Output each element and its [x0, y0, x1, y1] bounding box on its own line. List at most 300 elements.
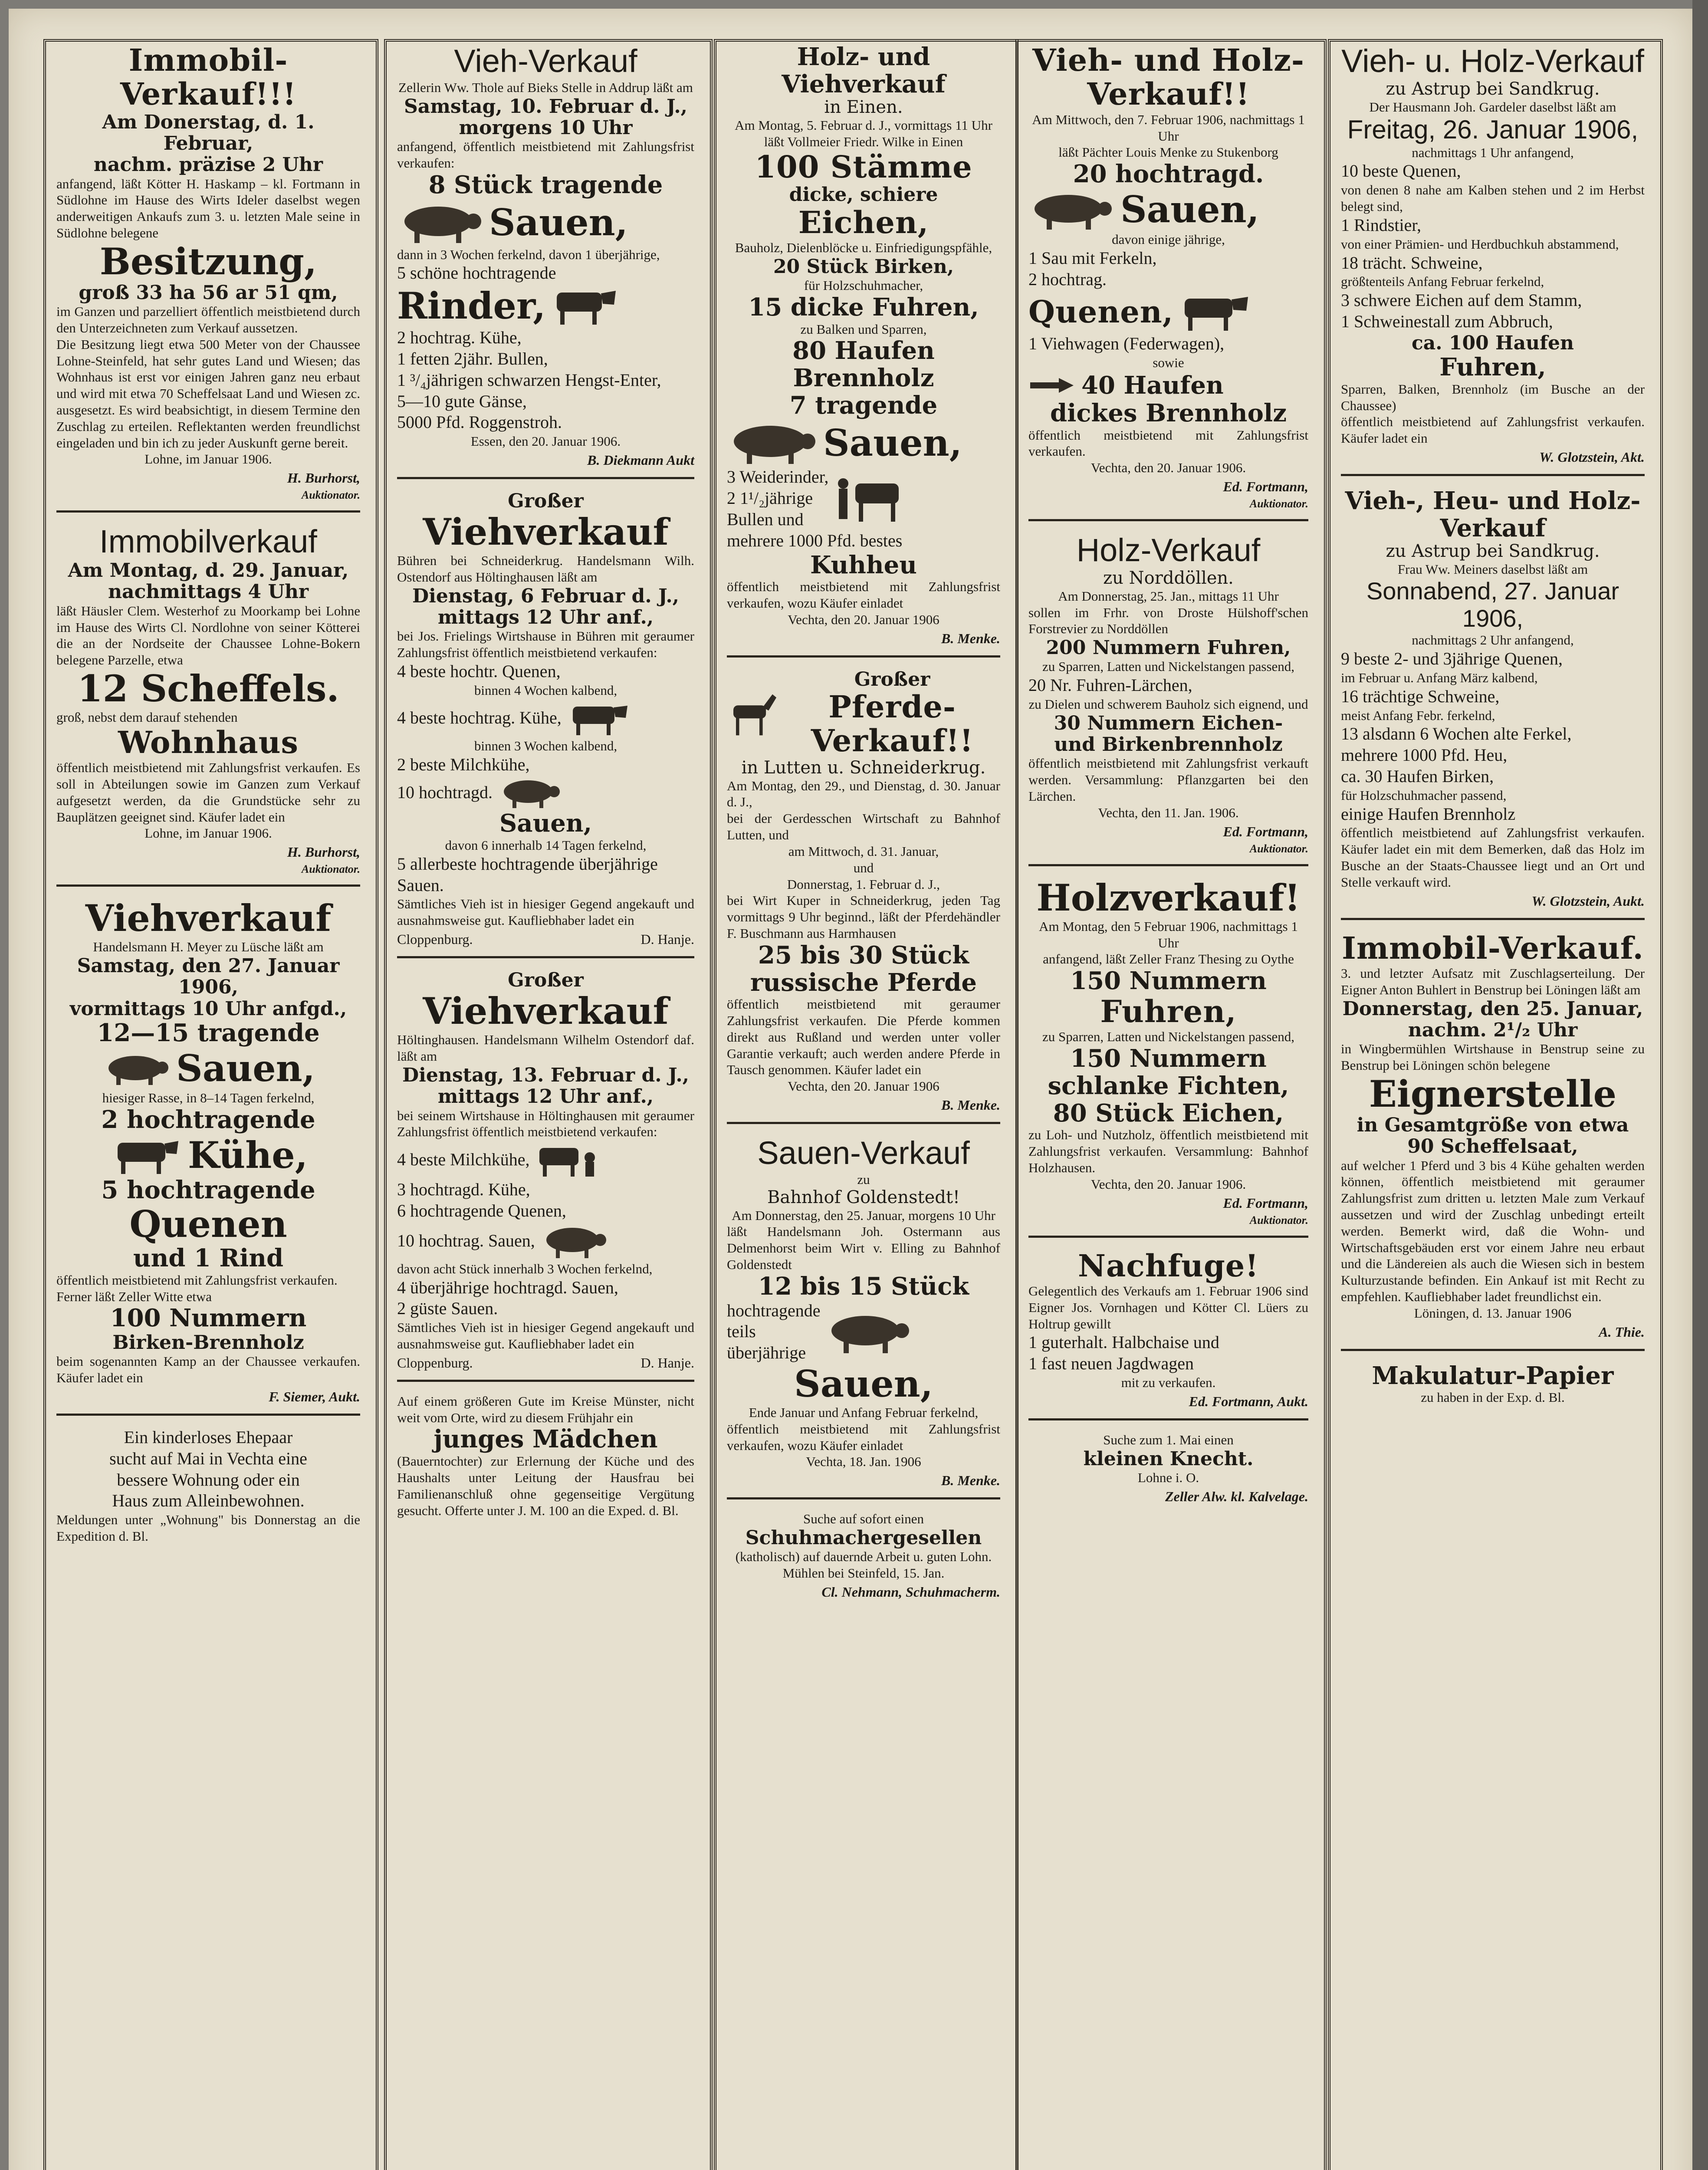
ad-text: in Wingbermühlen Wirtshause in Benstrup seine zu Benstrup bei Löningen schön belegene — [1341, 1041, 1645, 1073]
ad-place: Lohne, im Januar 1906. — [145, 451, 272, 467]
ad-text: binnen 3 Wochen kalbend, — [474, 738, 618, 753]
ad-vieh-u-holz-verkauf-gardeler — [1341, 43, 1645, 476]
ad-date: Dienstag, 13. Februar d. J., — [402, 1064, 689, 1087]
ad-text: Gelegentlich des Verkaufs am 1. Februar 1906 sind Eigner Jos. Vornhagen und Kötter Cl. Lüers zu Holtrup gewillt — [1028, 1283, 1308, 1332]
milking-cow-illustration — [535, 1140, 600, 1179]
ad-subtitle: zu Norddöllen. — [1103, 568, 1234, 588]
pig-illustration — [498, 775, 563, 810]
ad-role: Auktionator. — [1249, 842, 1308, 855]
ad-date: Am Montag, 5. Februar d. J., vormittags 11 Uhr — [735, 118, 992, 133]
ad-line: bessere Wohnung oder ein — [117, 1470, 300, 1489]
item-with-illustration — [727, 467, 1000, 530]
ad-text: zu Balken und Sparren, — [800, 321, 927, 337]
ad-signer: H. Burhorst, — [287, 470, 360, 486]
ad-item: 30 Nummern Eichen- — [1054, 712, 1283, 734]
ad-text: Bauholz, Dielenblöcke u. Einfriedigungspfähle, — [735, 240, 992, 255]
ad-text: und — [853, 860, 874, 875]
ad-text: zu haben in der Exp. d. Bl. — [1421, 1390, 1565, 1405]
ad-item: russische Pferde — [750, 968, 977, 997]
ad-role: Auktionator. — [301, 863, 360, 876]
ad-line: 6 hochtragende Quenen, — [397, 1200, 566, 1220]
ad-signer: B. Diekmann Aukt — [587, 452, 694, 468]
ad-text: Ferner läßt Zeller Witte etwa — [56, 1289, 212, 1304]
cow-illustration — [567, 699, 632, 738]
ad-item: Fuhren, — [1439, 352, 1546, 381]
ad-line: 5000 Pfd. Roggenstroh. — [397, 412, 562, 432]
ad-line: 9 beste 2- und 3jährige Quenen, — [1341, 649, 1563, 669]
ad-title: Immobil-Verkauf. — [1342, 930, 1644, 966]
ad-place: Essen, den 20. Januar 1906. — [470, 434, 621, 449]
ad-text: sowie — [1153, 355, 1184, 371]
item-with-illustration — [727, 1300, 1000, 1364]
ad-signer: B. Menke. — [941, 630, 1000, 646]
ad-line: 4 überjährige hochtragd. Sauen, — [397, 1277, 618, 1297]
ad-text: davon acht Stück innerhalb 3 Wochen ferkelnd, — [397, 1261, 653, 1276]
ad-signer: Zeller Alw. kl. Kalvelage. — [1165, 1488, 1308, 1504]
pig-illustration — [397, 199, 484, 247]
ad-title: Vieh- und Holz-Verkauf!! — [1032, 43, 1304, 112]
pointing-hand-icon — [1028, 375, 1076, 396]
ad-text: anfangend, läßt Zeller Franz Thesing zu Oythe — [1043, 951, 1294, 967]
ad-text: von denen 8 nahe am Kalben stehen und 2 im Herbst belegt sind, — [1341, 182, 1645, 214]
ad-line: 1 Schweinestall zum Abbruch, — [1341, 311, 1553, 331]
ad-time: vormittags 10 Uhr anfgd., — [69, 997, 347, 1020]
ad-wohnung-gesucht — [56, 1427, 360, 1553]
ad-place: Lohne, im Januar 1906. — [145, 825, 272, 841]
ad-signer: Cl. Nehmann, Schuhmacherm. — [821, 1584, 1000, 1600]
ad-signer: Ed. Fortmann, — [1223, 479, 1308, 495]
ad-line: 1 fetten 2jähr. Bullen, — [397, 349, 548, 368]
ad-item: Sauen, — [1120, 188, 1259, 231]
ad-item: 100 Nummern — [110, 1304, 307, 1333]
ad-role: Auktionator. — [1249, 1213, 1308, 1226]
ad-text: groß, nebst dem darauf stehenden — [56, 710, 238, 725]
ad-item: 15 dicke Fuhren, — [748, 293, 979, 322]
ad-item: 20 hochtragd. — [1073, 160, 1264, 189]
ad-text: öffentlich meistbietend mit Zahlungsfrist verkaufen. — [1028, 427, 1308, 459]
ad-vieh-und-holz-verkauf-menke — [1028, 43, 1308, 521]
ad-item: 5 hochtragende — [101, 1176, 315, 1205]
ad-date: Am Donerstag, d. 1. Februar, — [102, 111, 315, 155]
cow-illustration — [109, 1133, 183, 1177]
ad-time: morgens 10 Uhr — [459, 116, 633, 139]
ad-kleiner-knecht — [1028, 1432, 1308, 1513]
ad-item: 40 Haufen — [1081, 371, 1224, 400]
ad-text: hiesiger Rasse, in 8–14 Tagen ferkelnd, — [102, 1090, 315, 1105]
ad-size: groß 33 ha 56 ar 51 qm, — [79, 281, 338, 304]
ad-text: läßt Häusler Clem. Westerhof zu Moorkamp bei Lohne im Hause des Wirts Cl. Nordlohne von seiner Kötterei die an der Nordseite der Chaussee Lohne-Bokern belegene Parzelle, etwa — [56, 603, 360, 668]
ad-text: bei der Gerdesschen Wirtschaft zu Bahnhof Lutten, und — [727, 811, 1000, 843]
ad-date: Freitag, 26. Januar 1906, — [1347, 115, 1639, 145]
ad-text: für Holzschuhmacher, — [804, 277, 923, 293]
ad-text: bei Wirt Kuper in Schneiderkrug, jeden Tag vormittags 9 Uhr beginnd., läßt der Pferdehändler F. Buschmann aus Harmhausen — [727, 893, 1000, 941]
item-with-illustration — [727, 419, 1000, 467]
pig-illustration — [102, 1049, 171, 1088]
ad-text: Zellerin Ww. Thole auf Bieks Stelle in Addrup läßt am — [398, 79, 693, 95]
ad-signature — [397, 1355, 694, 1371]
ad-text: Auf einem größeren Gute im Kreise Münster, nicht weit vom Orte, wird zu diesem Frühjahr ein — [397, 1393, 694, 1425]
ad-text: im Februar u. Anfang März kalbend, — [1341, 670, 1538, 686]
ad-signer: Ed. Fortmann, Aukt. — [1189, 1393, 1308, 1409]
ad-item: schlanke Fichten, — [1048, 1071, 1289, 1100]
ad-line: 2 hochtrag. Kühe, — [397, 328, 522, 348]
ad-text: zu Sparren, Latten und Nickelstangen passend, — [1042, 1029, 1295, 1045]
ad-item: Eichen, — [798, 204, 929, 240]
ad-line: 2 güste Sauen. — [397, 1299, 498, 1318]
ad-line: 3 Weiderinder, — [727, 467, 829, 487]
ad-line: 10 hochtragd. — [397, 782, 493, 802]
ad-holz-und-viehverkauf-einen — [727, 43, 1000, 658]
ad-line: mehrere 1000 Pfd. Heu, — [1341, 745, 1508, 765]
ad-item: und 1 Rind — [133, 1244, 284, 1273]
ad-item: 25 bis 30 Stück — [758, 940, 969, 970]
ad-date: Samstag, den 27. Januar 1906, — [77, 955, 340, 999]
cow-illustration — [1179, 290, 1252, 333]
ad-item: und Birkenbrennholz — [1054, 733, 1283, 756]
ad-signer: Ed. Fortmann, — [1223, 823, 1308, 839]
column-4 — [1020, 43, 1317, 2170]
ad-signer: W. Glotzstein, Aukt. — [1531, 893, 1645, 909]
pig-illustration — [540, 1222, 610, 1261]
ad-text: öffentlich meistbietend auf Zahlungsfrist verkaufen. Käufer ladet ein mit dem Bemerken, daß das Holz im Busche an der Staats-Chaussee liegt und an Ort und Stelle verkauft wird. — [1341, 825, 1645, 890]
ad-item: kleinen Knecht. — [1083, 1447, 1254, 1470]
horse-illustration — [727, 681, 779, 746]
ad-line: 1 Sau mit Ferkeln, — [1028, 248, 1157, 268]
ad-line: 5 schöne hochtragende — [397, 263, 556, 283]
ad-place: Mühlen bei Steinfeld, 15. Jan. — [782, 1565, 945, 1581]
ad-text: zu Loh- und Nutzholz, öffentlich meistbietend mit Zahlungsfrist verkaufen. Versammlung: Bahnhof Holzhausen. — [1028, 1127, 1308, 1175]
item-with-illustration — [1028, 371, 1308, 400]
ad-item: 100 Stämme — [755, 148, 972, 185]
ad-text: läßt Handelsmann Joh. Ostermann aus Delmenhorst beim Wirt v. Elling zu Bahnhof Goldenstedt — [727, 1224, 1000, 1272]
ad-place: Vechta, den 20. Januar 1906. — [1090, 460, 1246, 476]
ad-item: in Gesamtgröße von etwa 90 Scheffelsaat, — [1357, 1114, 1629, 1158]
ad-text: größtenteils Anfang Februar ferkelnd, — [1341, 274, 1544, 289]
pig-illustration — [825, 1308, 912, 1356]
ad-text: 3. und letzter Aufsatz mit Zuschlagserteilung. Der Eigner Anton Buhlert in Benstrup bei Löningen läßt am — [1341, 966, 1645, 997]
ad-signature — [397, 931, 694, 947]
item-with-illustration — [727, 669, 1000, 758]
ad-line: 4 beste hochtrag. Kühe, — [397, 708, 562, 728]
ad-text: Meldungen unter „Wohnung" bis Donnerstag an die Expedition d. Bl. — [56, 1512, 360, 1544]
ad-title: Holz- und Viehverkauf — [782, 43, 946, 99]
ad-text: Suche zum 1. Mai einen — [1103, 1432, 1234, 1447]
ad-holz-verkauf-norddoellen — [1028, 533, 1308, 866]
ad-time: mittags 12 Uhr anf., — [437, 1085, 654, 1108]
ad-item: dickes Brennholz — [1050, 398, 1287, 427]
ad-pre-title: Großer — [508, 490, 584, 512]
ad-signer: A. Thie. — [1599, 1324, 1645, 1340]
ad-place: Cloppenburg. — [397, 1355, 473, 1371]
ad-line: 10 beste Quenen, — [1341, 161, 1461, 181]
ad-title: Vieh-, Heu- und Holz-Verkauf — [1345, 486, 1641, 542]
ad-item: Kuhheu — [810, 550, 917, 579]
ad-makulatur-papier — [1341, 1362, 1645, 1415]
ad-item: Eignerstelle — [1369, 1072, 1617, 1115]
ad-immobil-verkauf-haskamp — [56, 43, 360, 513]
ad-item: 12—15 tragende — [97, 1018, 320, 1047]
ad-text: öffentlich meistbietend mit Zahlungsfrist verkauft werden. Versammlung: Pflanzgarten bei den Lärchen. — [1028, 756, 1308, 804]
ad-text: Sämtliches Vieh ist in hiesiger Gegend angekauft und ausnahmsweise gut. Kaufliebhaber ladet ein — [397, 1320, 694, 1351]
ad-text: von einer Prämien- und Herdbuchkuh abstammend, — [1341, 236, 1619, 252]
ad-time: nachm. präzise 2 Uhr — [93, 154, 323, 176]
ad-date: Sonnabend, 27. Januar 1906, — [1366, 577, 1619, 632]
ad-line: 4 beste Milchkühe, — [397, 1149, 530, 1169]
ad-item: 80 Haufen Brennholz — [792, 336, 935, 393]
ad-text: Sparren, Balken, Brennholz (im Busche an der Chaussee) — [1341, 381, 1645, 413]
ad-item: junges Mädchen — [434, 1425, 658, 1454]
ad-immobil-verkauf-buhlert — [1341, 931, 1645, 1351]
ad-text: Sämtliches Vieh ist in hiesiger Gegend angekauft und ausnahmsweise gut. Kaufliebhaber ladet ein — [397, 896, 694, 928]
ad-line: 1 Rindstier, — [1341, 215, 1422, 235]
ad-pferde-verkauf — [727, 669, 1000, 1124]
ad-item: 7 tragende — [789, 391, 938, 420]
ad-item: Sauen, — [489, 201, 628, 244]
ad-text: dann in 3 Wochen ferkelnd, davon 1 überjährige, — [397, 247, 660, 262]
ad-vieh-heu-holz-verkauf-meiners — [1341, 487, 1645, 920]
ad-text: öffentlich meistbietend mit Zahlungsfrist verkaufen. — [56, 1272, 338, 1288]
ad-date: Am Montag, d. 29. Januar, nachmittags 4 Uhr — [68, 559, 349, 603]
ad-subtitle: zu Astrup bei Sandkrug. — [1386, 541, 1600, 562]
ad-text: anfangend, läßt Kötter H. Haskamp – kl. Fortmann in Südlohne im Hause des Wirts Ideler daselbst wegen anderweitigen Ankaufs zum 3. u. letzten Male seine in Südlohne belegene — [56, 176, 360, 241]
ad-text: Die Besitzung liegt etwa 500 Meter von der Chaussee Lohne-Steinfeld, hat sehr gutes Land und Wiesen; das Wohnhaus ist erst vor einigen Jahren ganz neu erbaut und wird mit etwa 70 Scheffelsaat Land und Wiesen zc. ausgesetzt. Es wird beabsichtigt, in diesem Termine den Zuschlag zu erteilen. Reflektanten werden freundlichst eingeladen und bin ich zu jeder Auskunft gerne bereit. — [56, 336, 360, 450]
ad-item: 12 Scheffels. — [77, 667, 339, 710]
ad-line: 13 alsdann 6 Wochen alte Ferkel, — [1341, 724, 1572, 744]
ad-text: Bühren bei Schneiderkrug. Handelsmann Wilh. Ostendorf aus Höltinghausen läßt am — [397, 553, 694, 585]
ad-text: öffentlich meistbietend mit Zahlungsfrist verkaufen, wozu Käufer einladet — [727, 1421, 1000, 1453]
item-with-illustration — [397, 1140, 694, 1179]
ad-title: Viehverkauf — [423, 990, 669, 1033]
ad-grosser-viehverkauf-buehren — [397, 490, 694, 958]
ad-line: sucht auf Mai in Vechta eine — [109, 1448, 307, 1468]
ad-vieh-verkauf-thole — [397, 43, 694, 479]
ad-item: 8 Stück tragende — [428, 170, 663, 199]
ad-place: Cloppenburg. — [397, 931, 473, 947]
column-3 — [718, 43, 1009, 2170]
ad-place: Löningen, d. 13. Januar 1906 — [1414, 1305, 1572, 1321]
ad-title: Viehverkauf — [85, 897, 332, 940]
item-with-illustration — [56, 1133, 360, 1177]
ad-subtitle: in Lutten u. Schneiderkrug. — [741, 757, 986, 778]
ad-item: Sauen, — [823, 421, 962, 464]
ad-signer: D. Hanje. — [640, 931, 694, 947]
ad-subtitle: in Einen. — [824, 97, 903, 118]
ad-date: Dienstag, 6 Februar d. J., — [412, 585, 679, 607]
ad-line: 5 allerbeste hochtragende überjährige Sauen. — [397, 854, 658, 895]
item-with-illustration — [397, 699, 694, 738]
ad-item: Rinder, — [397, 284, 546, 327]
ad-role: Auktionator. — [1249, 497, 1308, 510]
ad-text: mit zu verkaufen. — [1121, 1374, 1216, 1390]
ad-item: 150 Nummern — [1070, 967, 1267, 996]
ad-date: Am Donnerstag, den 25. Januar, morgens 10 Uhr — [732, 1207, 995, 1223]
ad-title: Viehverkauf — [423, 510, 669, 554]
ad-text: bei Jos. Frielings Wirtshause in Bühren mit geraumer Zahlungsfrist öffentlich meistbietend verkaufen: — [397, 628, 694, 661]
ad-text: meist Anfang Febr. ferkelnd, — [1341, 707, 1495, 723]
ad-line: 3 hochtragd. Kühe, — [397, 1180, 530, 1200]
ad-text: Höltinghausen. Handelsmann Wilhelm Ostendorf daf. läßt am — [397, 1032, 694, 1064]
ad-item: Quenen — [129, 1202, 287, 1246]
ad-line: ca. 30 Haufen Birken, — [1341, 766, 1494, 786]
ad-text: zu Dielen und schwerem Bauholz sich eignend, und — [1028, 697, 1308, 712]
ad-date: Am Donnerstag, 25. Jan., mittags 11 Uhr — [1058, 588, 1279, 604]
ad-line: hochtragende — [727, 1300, 821, 1320]
ad-text: Ende Januar und Anfang Februar ferkelnd, — [749, 1405, 979, 1420]
ad-item: Birken-Brennholz — [112, 1332, 304, 1354]
item-with-illustration — [397, 284, 694, 327]
ad-item: 200 Nummern Fuhren, — [1046, 637, 1291, 659]
ad-place: Lohne i. O. — [1137, 1470, 1199, 1485]
ad-text: öffentlich meistbietend mit geraumer Zahlungsfrist verkaufen. Die Pferde kommen direkt aus Rußland und werden unter voller Garantie verkauft; auch werden andere Pferde in Tausch genommen. Käufer ladet ein — [727, 996, 1000, 1078]
ad-item: Quenen, — [1028, 293, 1174, 330]
ad-text: Frau Ww. Meiners daselbst läßt am — [1397, 562, 1588, 577]
ad-text: davon einige jährige, — [1112, 231, 1225, 247]
ad-text: läßt Pächter Louis Menke zu Stukenborg — [1058, 145, 1278, 160]
ad-title: Makulatur-Papier — [1372, 1361, 1614, 1390]
ad-item: Kühe, — [188, 1133, 308, 1177]
ad-line: Ein kinderloses Ehepaar — [124, 1427, 293, 1447]
ad-grosser-viehverkauf-hoeltinghausen — [397, 970, 694, 1382]
ad-text: anfangend, öffentlich meistbietend mit Zahlungsfrist verkaufen: — [397, 139, 694, 171]
ad-line: teils — [727, 1322, 756, 1341]
ad-signer: B. Menke. — [941, 1473, 1000, 1489]
ad-schuhmachergeselle — [727, 1511, 1000, 1609]
ad-text: läßt Vollmeier Friedr. Wilke in Einen — [764, 134, 963, 150]
ad-text: sollen im Frhr. von Droste Hülshoff'schen Forstrevier zu Norddöllen — [1028, 605, 1308, 637]
ad-pre-title: Großer — [854, 668, 930, 690]
ad-line: überjährige — [727, 1343, 806, 1363]
ad-item: 20 Stück Birken, — [773, 255, 954, 278]
ad-text: zu Sparren, Latten und Nickelstangen passend, — [1042, 659, 1295, 674]
ad-text: (katholisch) auf dauernde Arbeit u. guten Lohn. — [735, 1549, 992, 1565]
ad-place: Vechta, den 11. Jan. 1906. — [1098, 805, 1239, 820]
ad-item: Sauen, — [499, 809, 592, 838]
ad-date: Donnerstag, 1. Februar d. J., — [787, 876, 940, 892]
ad-line: 16 trächtige Schweine, — [1341, 686, 1500, 706]
ad-line: 2 beste Milchkühe, — [397, 754, 530, 774]
item-with-illustration — [397, 199, 694, 247]
ad-subtitle: Bahnhof Goldenstedt! — [767, 1187, 960, 1207]
ad-title: Vieh- u. Holz-Verkauf — [1341, 43, 1644, 79]
item-with-illustration — [397, 775, 694, 810]
column-1 — [48, 43, 369, 2170]
page-edge — [1692, 0, 1708, 2170]
ad-title: Pferde-Verkauf!! — [811, 689, 974, 759]
item-with-illustration — [56, 1047, 360, 1090]
ad-text: öffentlich meistbietend mit Zahlungsfrist verkaufen, wozu Käufer einladet — [727, 579, 1000, 611]
ad-line: 3 schwere Eichen auf dem Stamm, — [1341, 290, 1582, 310]
ad-date: Samstag, 10. Februar d. J., — [404, 95, 687, 118]
ad-text: zu — [857, 1171, 870, 1187]
ad-nachfuge — [1028, 1249, 1308, 1420]
ad-signer: F. Siemer, Aukt. — [269, 1388, 360, 1404]
ad-title: Immobilverkauf — [99, 523, 317, 560]
ad-text: öffentlich meistbietend auf Zahlungsfrist verkaufen. Käufer ladet ein — [1341, 414, 1645, 446]
ad-item: ca. 100 Haufen — [1411, 332, 1574, 354]
ad-line: 1 Viehwagen (Federwagen), — [1028, 334, 1225, 354]
ad-title: Immobil-Verkauf!!! — [120, 43, 297, 112]
ad-text: im Ganzen und parzelliert öffentlich meistbietend durch den Unterzeichneten zum Verkauf aussetzen. — [56, 304, 360, 335]
ad-title: Nachfuge! — [1077, 1247, 1259, 1284]
ad-text: auf welcher 1 Pferd und 3 bis 4 Kühe gehalten werden können, öffentlich meistbietend mit geraumer Zahlungsfrist zum dritten u. letzten Male zum Verkauf aussetzen und wird der Zuschlag unbedingt erteilt werden. Bemerkt wird, daß die Wohn- und Wirtschaftsgebäuden erst vor einem Jahre neu erbaut und die Ländereien als auch die Wiesen sich in bestem Kulturzustande befinden. Ein Ankauf ist mit Recht zu empfehlen. Kaufliebhaber ladet freundlichst ein. — [1341, 1157, 1645, 1304]
ad-signer: W. Glotzstein, Akt. — [1539, 449, 1645, 465]
ad-item: Sauen, — [176, 1046, 315, 1090]
ad-text: (Bauerntochter) zur Erlernung der Küche und des Haushalts unter Leitung der Hausfrau bei Familienanschluß ohne gegenseitige Vergütung gesucht. Offerte unter J. M. 100 an die Exped. d. Bl. — [397, 1453, 694, 1518]
ad-title: Holzverkauf! — [1036, 876, 1301, 919]
ad-title: Vieh-Verkauf — [454, 43, 637, 79]
ad-junges-maedchen — [397, 1393, 694, 1528]
ad-text: öffentlich meistbietend mit Zahlungsfrist verkaufen. Es soll in Abteilungen sowie im Ganzen zum Verkauf aufgesetzt werden, da die Grundstücke sehr zu Bauplätzen geeignet sind. Käufer ladet ein — [56, 760, 360, 825]
column-2 — [388, 43, 703, 2170]
ad-line: Haus zum Alleinbewohnen. — [112, 1491, 305, 1511]
bull-with-man-illustration — [834, 470, 907, 527]
ad-sauen-verkauf-goldenstedt — [727, 1135, 1000, 1499]
ad-text: bei seinem Wirtshause in Höltinghausen mit geraumer Zahlungsfrist öffentlich meistbietend verkaufen: — [397, 1108, 694, 1140]
ad-item: 80 Stück Eichen, — [1053, 1098, 1284, 1128]
ad-text: Suche auf sofort einen — [803, 1511, 924, 1527]
ad-time: nachmittags 1 Uhr anfangend, — [1412, 145, 1574, 160]
ad-role: Auktionator. — [301, 489, 360, 502]
ad-line: 4 beste hochtr. Quenen, — [397, 661, 561, 681]
ad-place: Vechta, den 20. Januar 1906 — [788, 1078, 939, 1094]
ad-viehverkauf-meyer — [56, 898, 360, 1416]
ad-item: Besitzung, — [99, 240, 317, 283]
bull-illustration — [551, 284, 620, 327]
ad-item: 150 Nummern — [1070, 1044, 1267, 1073]
ad-line: einige Haufen Brennholz — [1341, 804, 1516, 824]
ad-time: mittags 12 Uhr anf., — [437, 606, 654, 629]
ad-time: nachmittags 2 Uhr anfangend, — [1412, 632, 1574, 648]
ad-line: 1 ³/₄jährigen schwarzen Hengst-Enter, — [397, 370, 661, 390]
ad-signer: H. Burhorst, — [287, 844, 360, 860]
ad-line: 18 trächt. Schweine, — [1341, 253, 1483, 273]
ad-place: Vechta, den 20. Januar 1906 — [788, 612, 939, 628]
ad-line: 2 hochtrag. — [1028, 269, 1107, 289]
ad-date: am Mittwoch, d. 31. Januar, — [788, 843, 939, 859]
pig-illustration — [727, 419, 818, 467]
ad-text: für Holzschuhmacher passend, — [1341, 787, 1507, 803]
ad-title: Sauen-Verkauf — [757, 1135, 970, 1171]
ad-date: Am Montag, den 5 Februar 1906, nachmittags 1 Uhr — [1039, 918, 1298, 950]
ad-item: dicke, schiere — [789, 184, 938, 206]
ad-line: 1 guterhalt. Halbchaise und — [1028, 1332, 1219, 1352]
ad-line: 2 1¹/₂jährige — [727, 488, 813, 508]
ad-item: 12 bis 15 Stück — [758, 1272, 969, 1301]
ad-immobilverkauf-westerhof — [56, 524, 360, 887]
ad-item: Fuhren, — [1100, 993, 1237, 1029]
ad-line: Bullen und — [727, 510, 804, 529]
ad-text: Handelsmann H. Meyer zu Lüsche läßt am — [93, 939, 324, 955]
ad-item: Schuhmachergesellen — [745, 1527, 982, 1549]
ad-line: 10 hochtrag. Sauen, — [397, 1231, 535, 1251]
ad-signer: Ed. Fortmann, — [1223, 1195, 1308, 1211]
ad-item: 2 hochtragende — [101, 1105, 315, 1134]
item-with-illustration — [1028, 290, 1308, 333]
ad-item: Wohnhaus — [118, 724, 299, 760]
ad-line: 1 fast neuen Jagdwagen — [1028, 1354, 1194, 1374]
ad-date: Am Mittwoch, den 7. Februar 1906, nachmittags 1 Uhr — [1032, 112, 1305, 144]
ad-time: nachm. 2¹/₂ Uhr — [1408, 1019, 1578, 1041]
ad-title: Holz-Verkauf — [1076, 532, 1261, 569]
ad-line: 5—10 gute Gänse, — [397, 391, 527, 411]
ad-text: beim sogenannten Kamp an der Chaussee verkaufen. Käufer ladet ein — [56, 1354, 360, 1386]
ad-text: davon 6 innerhalb 14 Tagen ferkelnd, — [445, 838, 647, 853]
ad-holzverkauf-thesing — [1028, 878, 1308, 1238]
ad-text: Der Hausmann Joh. Gardeler daselbst läßt am — [1369, 99, 1616, 115]
ad-text: binnen 4 Wochen kalbend, — [474, 682, 618, 698]
ad-signer: D. Hanje. — [640, 1355, 694, 1371]
ad-item: Sauen, — [794, 1362, 933, 1405]
